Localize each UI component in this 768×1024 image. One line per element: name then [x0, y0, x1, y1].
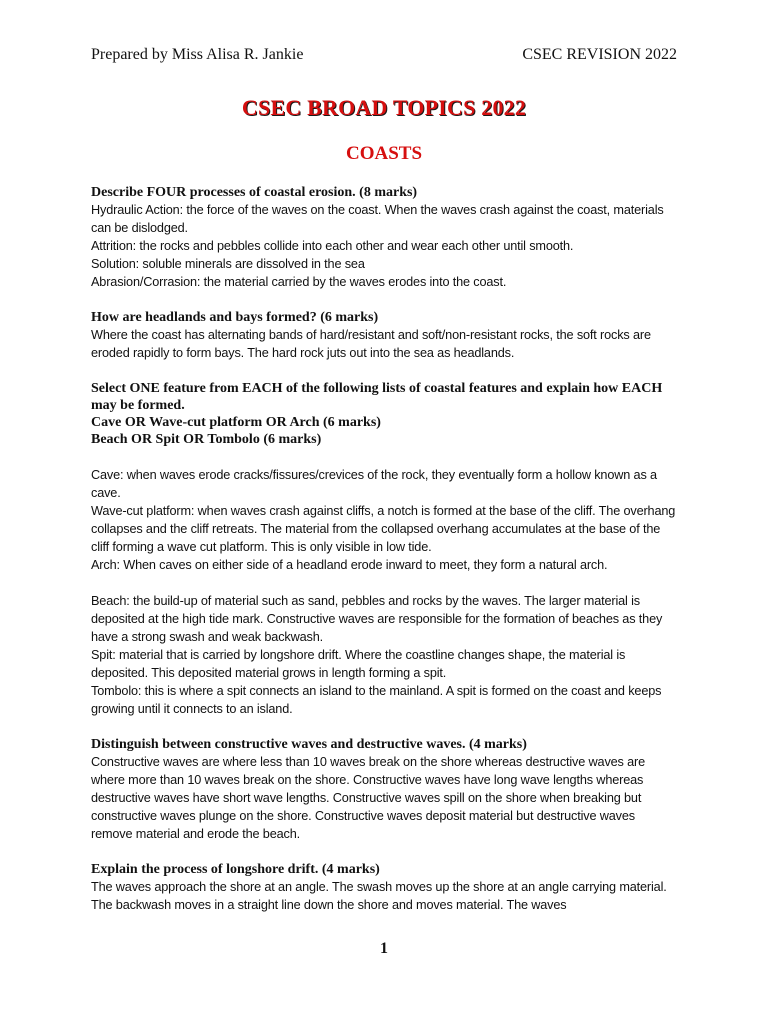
question-heading: Explain the process of longshore drift. (4 marks) — [91, 862, 380, 877]
page-number: 1 — [380, 940, 388, 957]
header-course: CSEC REVISION 2022 — [522, 46, 677, 63]
question-option-line: Beach OR Spit OR Tombolo (6 marks) — [91, 432, 322, 447]
answer-group-erosional — [91, 466, 677, 574]
answer-paragraph: Where the coast has alternating bands of hard/resistant and soft/non-resistant rocks, the soft rocks are eroded rapidly to form bays. The hard rock juts out into the sea as headlands. — [91, 328, 651, 360]
section-wave-types — [91, 736, 677, 843]
page-header — [91, 46, 677, 64]
document-body — [91, 184, 677, 932]
answer-paragraph: Tombolo: this is where a spit connects an island to the mainland. A spit is formed on the coast and keeps growing until it connects to an island. — [91, 684, 662, 716]
answer-paragraph: The waves approach the shore at an angle. The swash moves up the shore at an angle carrying material. The backwash moves in a straight line down the shore and moves material. The waves — [91, 880, 667, 912]
document-title: CSEC BROAD TOPICS 2022 — [241, 95, 527, 120]
question-heading: Select ONE feature from EACH of the following lists of coastal features and explain how EACH may be formed. — [91, 381, 663, 413]
question-heading: Distinguish between constructive waves and destructive waves. (4 marks) — [91, 737, 527, 752]
answer-paragraph: Beach: the build-up of material such as sand, pebbles and rocks by the waves. The larger material is deposited at the high tide mark. Constructive waves are responsible for the formation of beaches as they have a strong swash and weak backwash. — [91, 594, 663, 644]
answer-paragraph: Solution: soluble minerals are dissolved in the sea — [91, 257, 365, 271]
answer-paragraph: Wave-cut platform: when waves crash against cliffs, a notch is formed at the base of the cliff. The overhang collapses and the cliff retreats. The material from the collapsed overhang accumulates at the base of the cliff forming a wave cut platform. This is only visible in low tide. — [91, 504, 676, 554]
answer-paragraph: Spit: material that is carried by longshore drift. Where the coastline changes shape, the material is deposited. This deposited material grows in length forming a spit. — [91, 648, 626, 680]
section-headlands-bays — [91, 309, 677, 362]
header-author: Prepared by Miss Alisa R. Jankie — [91, 46, 304, 63]
answer-paragraph: Attrition: the rocks and pebbles collide into each other and wear each other until smooth. — [91, 239, 574, 253]
section-coastal-erosion — [91, 184, 677, 291]
section-coastal-features — [91, 380, 677, 718]
answer-paragraph: Abrasion/Corrasion: the material carried by the waves erodes into the coast. — [91, 275, 507, 289]
question-heading: Describe FOUR processes of coastal erosion. (8 marks) — [91, 185, 418, 200]
section-longshore-drift — [91, 861, 677, 914]
question-block — [91, 380, 677, 448]
answer-paragraph: Cave: when waves erode cracks/fissures/crevices of the rock, they eventually form a hollow known as a cave. — [91, 468, 657, 500]
answer-paragraph: Constructive waves are where less than 10 waves break on the shore whereas destructive waves are where more than 10 waves break on the shore. Constructive waves have long wave lengths whereas destructive waves have short wave lengths. Constructive waves spill on the shore when breaking but constructive waves plunge on the shore. Constructive waves deposit material but destructive waves remove material and erode the beach. — [91, 755, 646, 841]
question-heading: How are headlands and bays formed? (6 marks) — [91, 310, 379, 325]
answer-group-depositional — [91, 592, 677, 718]
question-option-line: Cave OR Wave-cut platform OR Arch (6 marks) — [91, 415, 381, 430]
document-subtitle: COASTS — [345, 143, 423, 164]
answer-paragraph: Arch: When caves on either side of a headland erode inward to meet, they form a natural arch. — [91, 558, 608, 572]
answer-paragraph: Hydraulic Action: the force of the waves on the coast. When the waves crash against the coast, materials can be dislodged. — [91, 203, 664, 235]
